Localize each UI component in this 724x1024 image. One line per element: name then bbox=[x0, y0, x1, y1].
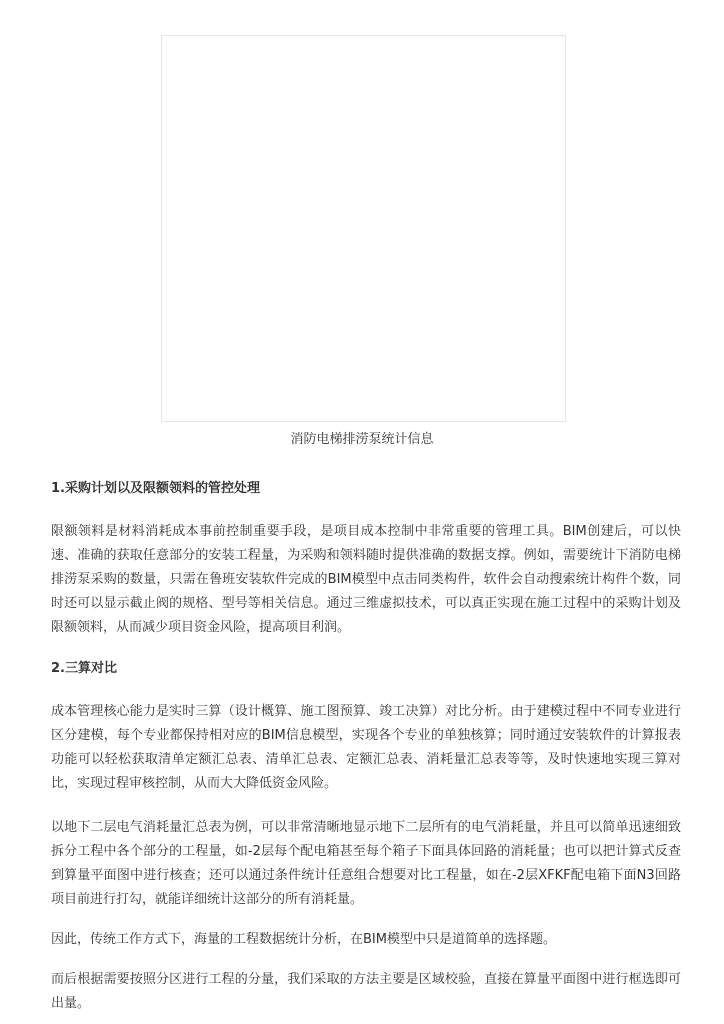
section-heading-three-budget: 2.三算对比 bbox=[51, 661, 117, 676]
paragraph-procurement: 限额领料是材料消耗成本事前控制重要手段，是项目成本控制中非常重要的管理工具。BIM创建后，可以快速、准确的获取任意部分的安装工程量，为采购和领料随时提供准确的数据支撑。例如，需要统计下消防电梯排涝泵采购的数量，只需在鲁班安装软件完成的BIM模型中点击同类构件，软件会自动搜索统计构件个数，同时还可以显示截止阀的规格、型号等相关信息。通过三维虚拟技术，可以真正实现在施工过程中的采购计划及限额领料，从而减少项目资金风险，提高项目利润。 bbox=[51, 524, 681, 635]
paragraph-zone-check: 而后根据需要按照分区进行工程的分量，我们采取的方法主要是区域校验，直接在算量平面图中进行框选即可出量。 bbox=[51, 972, 681, 1011]
paragraph-basement-example: 以地下二层电气消耗量汇总表为例，可以非常清晰地显示地下二层所有的电气消耗量，并且可以简单迅速细致拆分工程中各个部分的工程量，如-2层每个配电箱甚至每个箱子下面具体回路的消耗量；也可以把计算式反查到算量平面图中进行核查；还可以通过条件统计任意组合想要对比工程量，如在-2层XFKF配电箱下面N3回路项目前进行打勾，就能详细统计这部分的所有消耗量。 bbox=[51, 820, 681, 907]
article-body bbox=[51, 480, 681, 1016]
paragraph-conclusion: 因此，传统工作方式下，海量的工程数据统计分析，在BIM模型中只是道简单的选择题。 bbox=[51, 932, 556, 947]
figure-image-frame bbox=[161, 35, 566, 422]
section-heading-procurement: 1.采购计划以及限额领料的管控处理 bbox=[51, 481, 260, 496]
paragraph-cost-management: 成本管理核心能力是实时三算（设计概算、施工图预算、竣工决算）对比分析。由于建模过程中不同专业进行区分建模，每个专业都保持相对应的BIM信息模型，实现各个专业的单独核算；同时通过安装软件的计算报表功能可以轻松获取清单定额汇总表、清单汇总表、定额汇总表、消耗量汇总表等等，及时快速地实现三算对比，实现过程审核控制，从而大大降低资金风险。 bbox=[51, 704, 681, 791]
figure-caption: 消防电梯排涝泵统计信息 bbox=[290, 432, 434, 447]
